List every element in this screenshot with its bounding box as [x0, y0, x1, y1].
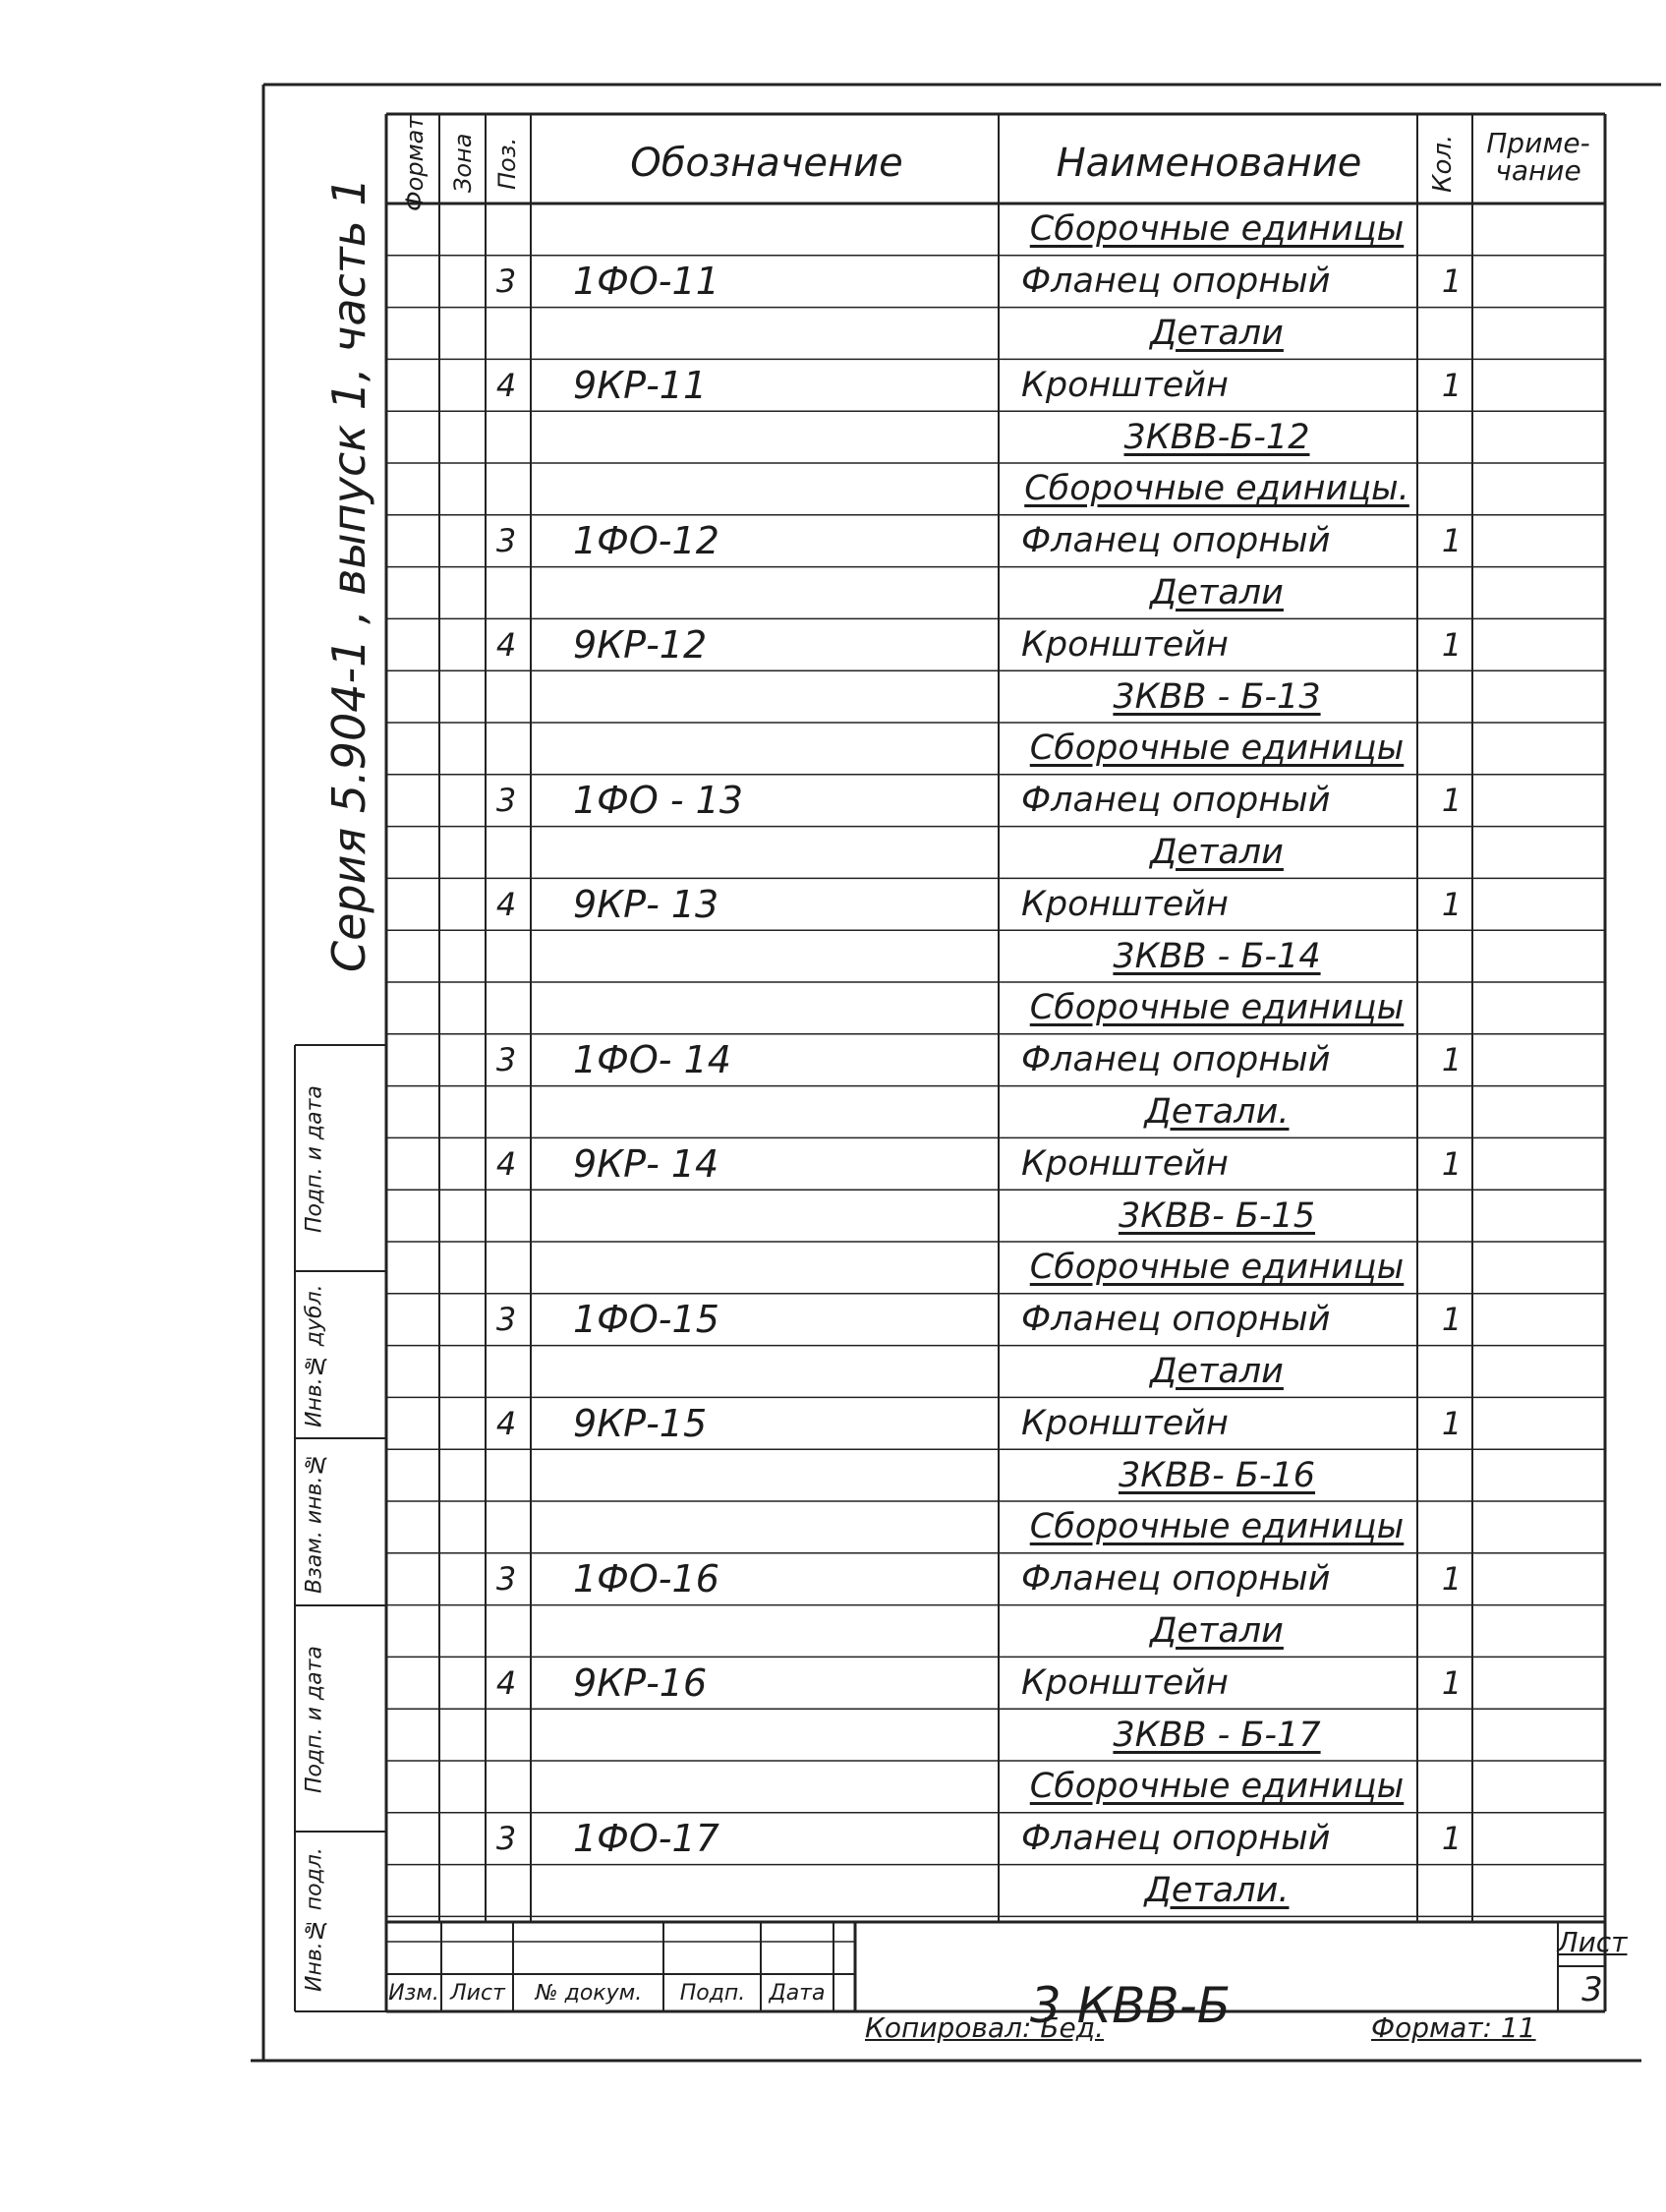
row-name: Сборочные единицы	[1029, 728, 1405, 769]
row-designation: 1ФО-12	[573, 519, 719, 563]
row-pos	[485, 1190, 528, 1242]
row-name: Детали.	[1144, 1091, 1290, 1132]
table-row	[386, 1294, 1605, 1346]
row-designation: 1ФО-16	[573, 1557, 719, 1601]
row-name: Сборочные единицы	[1029, 988, 1405, 1028]
row-name: Фланец опорный	[1021, 781, 1331, 821]
row-pos: 4	[495, 1404, 517, 1442]
row-designation	[573, 1501, 966, 1553]
row-designation	[573, 1086, 966, 1138]
row-pos	[485, 982, 528, 1034]
row-pos	[485, 723, 528, 775]
table-row	[386, 930, 1605, 982]
strip-inv-replace: Взам. инв.№	[302, 1451, 327, 1595]
row-designation	[573, 723, 966, 775]
table-row	[386, 1605, 1605, 1658]
row-qty: 1	[1441, 1301, 1463, 1339]
table-row	[386, 1865, 1605, 1917]
row-designation: 9КР- 13	[573, 882, 719, 926]
row-designation	[573, 1242, 966, 1294]
row-qty	[1420, 308, 1483, 360]
footer-copied: Копировал: Бед.	[865, 2011, 1105, 2044]
row-name: 3КВВ - Б-17	[1113, 1715, 1321, 1755]
row-designation: 9КР-12	[573, 622, 708, 667]
strip-sign-date-1: Подп. и дата	[302, 1085, 327, 1233]
row-name: Кронштейн	[1021, 884, 1229, 924]
table-row	[386, 204, 1605, 256]
row-qty: 1	[1441, 1560, 1463, 1599]
row-qty	[1420, 1709, 1483, 1761]
row-qty: 1	[1441, 1144, 1463, 1183]
row-designation	[573, 982, 966, 1034]
row-designation	[573, 1190, 966, 1242]
row-name: Сборочные единицы	[1029, 1248, 1405, 1288]
row-designation	[573, 411, 966, 463]
row-pos	[485, 411, 528, 463]
row-name: Детали	[1150, 1351, 1284, 1391]
row-qty	[1420, 1346, 1483, 1398]
row-name: Фланец опорный	[1021, 1040, 1331, 1080]
sheet-label: Лист	[1557, 1925, 1628, 1958]
row-name: Детали	[1150, 1610, 1284, 1651]
row-designation	[573, 1865, 966, 1917]
row-designation: 1ФО-11	[573, 260, 719, 304]
row-name: Фланец опорный	[1021, 1300, 1331, 1340]
table-row	[386, 723, 1605, 775]
row-name: Сборочные единицы.	[1024, 469, 1409, 509]
header-name: Наименование	[1056, 141, 1362, 186]
row-pos	[485, 1709, 528, 1761]
header-qty: Кол.	[1428, 134, 1458, 193]
row-designation	[573, 827, 966, 879]
table-row	[386, 1190, 1605, 1242]
row-qty: 1	[1441, 262, 1463, 301]
row-designation	[573, 308, 966, 360]
row-designation: 9КР-16	[573, 1660, 708, 1705]
row-designation: 1ФО-17	[573, 1817, 719, 1861]
row-designation	[573, 463, 966, 515]
table-row	[386, 1086, 1605, 1138]
header-pos: Поз.	[493, 137, 521, 190]
row-designation	[573, 1605, 966, 1658]
row-qty	[1420, 670, 1483, 723]
tb-col-date: Дата	[769, 1980, 826, 2006]
row-designation	[573, 204, 966, 256]
header-format: Формат	[401, 115, 429, 211]
row-designation: 9КР- 14	[573, 1141, 719, 1186]
row-name: Кронштейн	[1021, 1662, 1229, 1703]
table-row	[386, 256, 1605, 308]
row-pos: 3	[495, 1301, 517, 1339]
side-title: Серия 5.904-1 , выпуск 1, часть 1	[322, 177, 375, 973]
tb-col-change: Изм.	[388, 1980, 439, 2006]
row-qty	[1420, 411, 1483, 463]
row-name: Детали	[1150, 832, 1284, 872]
table-row	[386, 463, 1605, 515]
row-name: Фланец опорный	[1021, 1819, 1331, 1859]
row-name: Детали	[1150, 313, 1284, 353]
row-qty	[1420, 567, 1483, 619]
row-pos	[485, 1501, 528, 1553]
row-pos	[485, 1761, 528, 1813]
table-row	[386, 1346, 1605, 1398]
row-pos: 3	[495, 1041, 517, 1079]
row-designation	[573, 1449, 966, 1501]
row-pos	[485, 670, 528, 723]
row-pos	[485, 1242, 528, 1294]
row-qty	[1420, 1242, 1483, 1294]
table-row	[386, 1657, 1605, 1709]
row-qty: 1	[1441, 522, 1463, 560]
row-designation	[573, 1709, 966, 1761]
row-pos: 4	[495, 366, 517, 404]
row-qty	[1420, 982, 1483, 1034]
row-designation: 9КР-11	[573, 363, 708, 407]
row-qty	[1420, 930, 1483, 982]
table-row	[386, 878, 1605, 930]
row-name: Детали	[1150, 572, 1284, 612]
table-row	[386, 567, 1605, 619]
row-designation: 9КР-15	[573, 1401, 708, 1445]
strip-inv-orig: Инв.№ подл.	[302, 1847, 327, 1992]
row-qty	[1420, 1761, 1483, 1813]
row-designation	[573, 930, 966, 982]
tb-col-sheet: Лист	[450, 1980, 505, 2006]
tb-col-doc: № докум.	[535, 1980, 643, 2006]
row-name: 3КВВ - Б-14	[1113, 936, 1321, 976]
row-qty: 1	[1441, 1663, 1463, 1702]
footer-format: Формат: 11	[1371, 2011, 1536, 2044]
row-qty: 1	[1441, 885, 1463, 923]
table-row	[386, 1813, 1605, 1865]
row-qty: 1	[1441, 1041, 1463, 1079]
row-qty	[1420, 463, 1483, 515]
row-pos: 4	[495, 885, 517, 923]
table-row	[386, 515, 1605, 567]
row-pos: 4	[495, 1144, 517, 1183]
row-name: Сборочные единицы	[1029, 209, 1405, 250]
row-qty	[1420, 1190, 1483, 1242]
row-pos	[485, 1865, 528, 1917]
header-zone: Зона	[449, 133, 477, 194]
row-qty: 1	[1441, 1820, 1463, 1858]
strip-inv-dup: Инв.№ дубл.	[302, 1284, 327, 1427]
row-pos	[485, 463, 528, 515]
row-pos: 4	[495, 625, 517, 664]
row-pos: 3	[495, 262, 517, 301]
row-qty	[1420, 1605, 1483, 1658]
row-qty: 1	[1441, 1404, 1463, 1442]
row-name: Детали.	[1144, 1870, 1290, 1910]
row-name: 3КВВ - Б-13	[1113, 676, 1321, 717]
row-pos	[485, 567, 528, 619]
strip-sign-date-2: Подп. и дата	[302, 1646, 327, 1793]
table-row	[386, 1397, 1605, 1449]
table-row	[386, 1761, 1605, 1813]
row-qty	[1420, 1449, 1483, 1501]
row-qty: 1	[1441, 366, 1463, 404]
table-row	[386, 1501, 1605, 1553]
table-row	[386, 359, 1605, 411]
row-pos: 3	[495, 782, 517, 820]
row-qty	[1420, 204, 1483, 256]
table-row	[386, 670, 1605, 723]
tb-col-sign: Подп.	[679, 1980, 746, 2006]
row-pos	[485, 1605, 528, 1658]
row-name: Фланец опорный	[1021, 262, 1331, 302]
row-designation: 1ФО- 14	[573, 1038, 731, 1082]
table-row	[386, 775, 1605, 827]
row-pos	[485, 204, 528, 256]
row-qty	[1420, 1865, 1483, 1917]
table-row	[386, 827, 1605, 879]
row-name: 3КВВ- Б-16	[1118, 1455, 1316, 1495]
sheet-number: 3	[1581, 1970, 1603, 2009]
doc-code: 3 КВВ-Б	[1029, 1977, 1232, 2034]
row-name: Сборочные единицы	[1029, 1767, 1405, 1807]
table-row	[386, 1449, 1605, 1501]
row-name: Кронштейн	[1021, 624, 1229, 665]
row-name: Фланец опорный	[1021, 521, 1331, 561]
row-qty	[1420, 1501, 1483, 1553]
row-qty	[1420, 827, 1483, 879]
row-designation	[573, 1346, 966, 1398]
row-qty	[1420, 723, 1483, 775]
row-designation	[573, 1761, 966, 1813]
table-row	[386, 1034, 1605, 1086]
row-designation	[573, 670, 966, 723]
row-designation	[573, 567, 966, 619]
row-designation: 1ФО - 13	[573, 779, 744, 823]
header-note: Приме-чание	[1486, 127, 1590, 187]
table-row	[386, 618, 1605, 670]
row-qty: 1	[1441, 625, 1463, 664]
row-pos: 4	[495, 1663, 517, 1702]
row-name: Фланец опорный	[1021, 1559, 1331, 1600]
table-row	[386, 411, 1605, 463]
table-row	[386, 1242, 1605, 1294]
row-pos	[485, 1449, 528, 1501]
row-name: 3КВВ- Б-15	[1118, 1195, 1316, 1236]
row-qty	[1420, 1086, 1483, 1138]
table-row	[386, 1553, 1605, 1605]
row-name: Кронштейн	[1021, 365, 1229, 405]
table-row	[386, 1137, 1605, 1190]
row-pos	[485, 308, 528, 360]
row-pos	[485, 930, 528, 982]
row-pos: 3	[495, 522, 517, 560]
row-pos: 3	[495, 1560, 517, 1599]
row-name: Сборочные единицы	[1029, 1507, 1405, 1547]
table-row	[386, 308, 1605, 360]
row-name: Кронштейн	[1021, 1143, 1229, 1184]
row-qty: 1	[1441, 782, 1463, 820]
row-designation: 1ФО-15	[573, 1298, 719, 1342]
table-row	[386, 982, 1605, 1034]
row-pos	[485, 827, 528, 879]
row-pos	[485, 1346, 528, 1398]
row-name: 3КВВ-Б-12	[1123, 417, 1310, 457]
row-name: Кронштейн	[1021, 1403, 1229, 1443]
table-row	[386, 1709, 1605, 1761]
header-designation: Обозначение	[630, 141, 903, 186]
row-pos: 3	[495, 1820, 517, 1858]
row-pos	[485, 1086, 528, 1138]
